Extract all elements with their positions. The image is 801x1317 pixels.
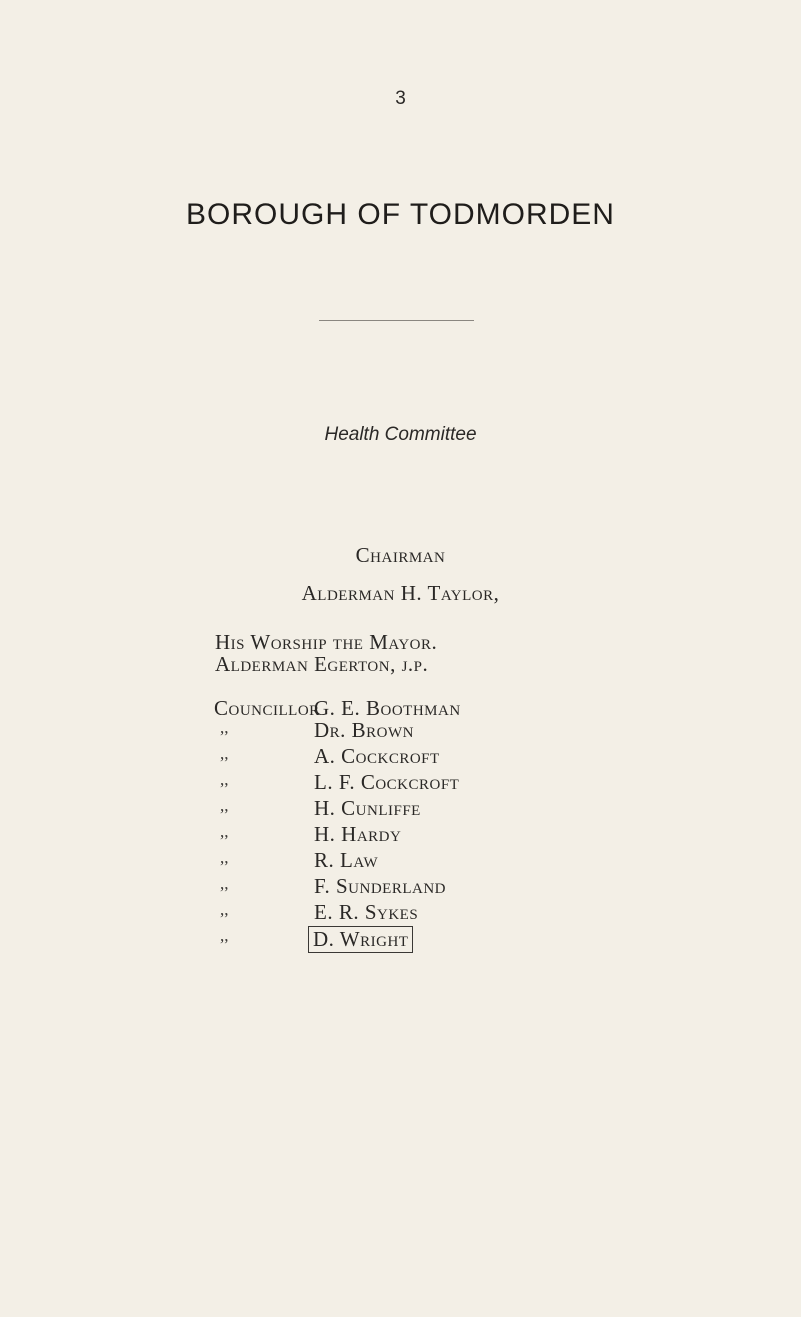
councillor-name: F. Sunderland: [314, 874, 447, 898]
councillor-name: A. Cockcroft: [314, 744, 440, 768]
ditto-mark: ,,: [220, 770, 229, 789]
member-mayor: His Worship the Mayor.: [215, 630, 438, 654]
councillor-name: H. Cunliffe: [314, 796, 421, 820]
ditto-mark: ,,: [220, 744, 229, 763]
councillor-prefix: Councillor: [214, 696, 320, 720]
title-divider: [319, 320, 474, 321]
councillor-name: E. R. Sykes: [314, 900, 419, 924]
ditto-mark: ,,: [220, 874, 229, 893]
ditto-mark: ,,: [220, 926, 229, 945]
councillor-name: R. Law: [314, 848, 379, 872]
chairman-name: Alderman H. Taylor,: [301, 581, 500, 605]
document-title: BOROUGH OF TODMORDEN: [186, 198, 615, 231]
ditto-mark: ,,: [220, 848, 229, 867]
ditto-mark: ,,: [220, 796, 229, 815]
ditto-mark: ,,: [220, 718, 229, 737]
committee-name: Health Committee: [324, 424, 477, 445]
ditto-mark: ,,: [220, 900, 229, 919]
councillor-name: H. Hardy: [314, 822, 402, 846]
ditto-mark: ,,: [220, 822, 229, 841]
chairman-heading: Chairman: [355, 543, 446, 567]
councillor-name: L. F. Cockcroft: [314, 770, 460, 794]
page-number: 3: [395, 88, 406, 109]
councillor-name: Dr. Brown: [314, 718, 415, 742]
member-alderman: Alderman Egerton, j.p.: [215, 652, 429, 676]
councillor-name: G. E. Boothman: [314, 696, 461, 720]
councillor-name: D. Wright: [308, 926, 413, 953]
